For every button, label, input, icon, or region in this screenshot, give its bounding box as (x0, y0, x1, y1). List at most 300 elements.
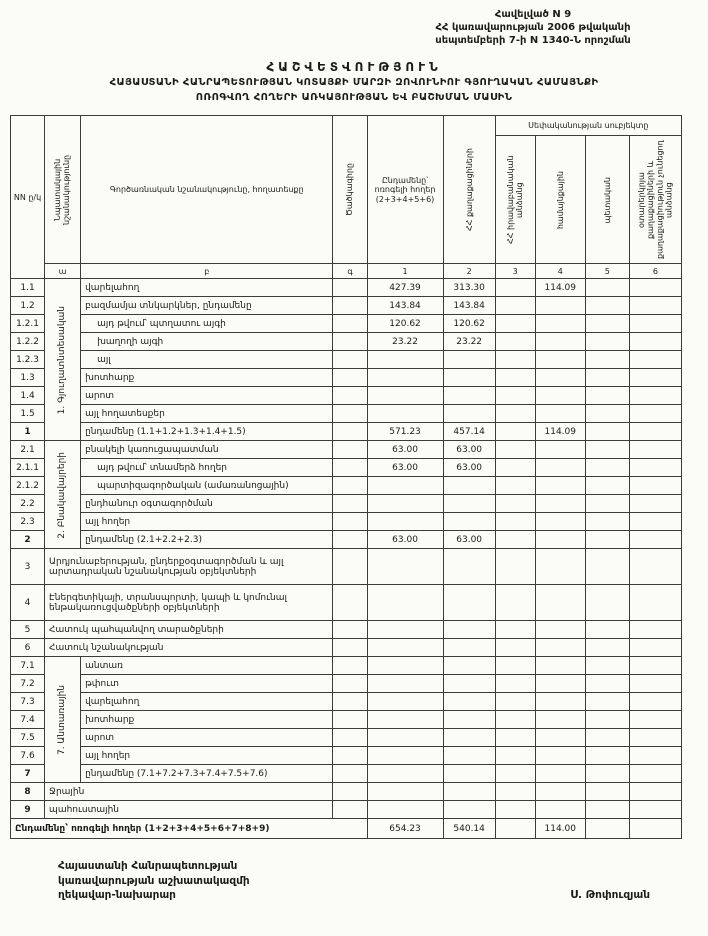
value-cell: 654.23 (367, 819, 443, 839)
value-cell: 143.84 (443, 297, 495, 315)
value-cell (629, 405, 681, 423)
appendix-line-3: սեպտեմբերի 7-ի N 1340-Ն որոշման (435, 35, 631, 46)
purpose-group-forest: 7. Անտառային (45, 657, 81, 783)
value-cell (535, 747, 585, 765)
value-cell (495, 387, 535, 405)
value-cell (535, 729, 585, 747)
value-cell (535, 549, 585, 585)
table-row (11, 531, 682, 549)
value-cell (585, 693, 629, 711)
table-row (11, 729, 682, 747)
value-cell (367, 351, 443, 369)
row-label-cell: Էներգետիկայի, տրանսպորտի, կապի և կոմունալ ենթակառուցվածքների օբյեկտների (45, 585, 333, 621)
value-cell (443, 621, 495, 639)
value-cell (629, 765, 681, 783)
table-row (11, 369, 682, 387)
value-cell (443, 495, 495, 513)
value-cell (495, 657, 535, 675)
value-cell (585, 585, 629, 621)
grand-total-label: Ընդամենը՝ ոռոգելի հողեր (1+2+3+4+5+6+7+8+9) (11, 819, 368, 839)
value-cell (535, 297, 585, 315)
code-cell (333, 405, 367, 423)
value-cell (443, 801, 495, 819)
value-cell (535, 801, 585, 819)
value-cell (535, 351, 585, 369)
value-cell: 143.84 (367, 297, 443, 315)
grand-total-row (11, 819, 682, 839)
table-row (11, 513, 682, 531)
value-cell (495, 351, 535, 369)
row-num-cell: 2.1 (11, 441, 45, 459)
header-citizens: ՀՀ քաղաքացիների (443, 116, 495, 264)
value-cell (367, 513, 443, 531)
value-cell (495, 549, 535, 585)
row-num-cell: 7.4 (11, 711, 45, 729)
value-cell (585, 765, 629, 783)
value-cell (443, 765, 495, 783)
header-legal-entities: ՀՀ իրավաբանական անձանց (495, 136, 535, 264)
code-cell (333, 333, 367, 351)
header-purpose: Նպատակային նշանակությունը (45, 116, 81, 264)
row-num-cell: 2.2 (11, 495, 45, 513)
value-cell (535, 675, 585, 693)
table-row (11, 675, 682, 693)
value-cell (629, 279, 681, 297)
value-cell (585, 333, 629, 351)
value-cell (443, 639, 495, 657)
value-cell (535, 639, 585, 657)
value-cell (585, 711, 629, 729)
value-cell (535, 315, 585, 333)
value-cell (629, 747, 681, 765)
value-cell (443, 711, 495, 729)
code-cell (333, 693, 367, 711)
row-num-cell: 7 (11, 765, 45, 783)
value-cell (443, 351, 495, 369)
value-cell (585, 657, 629, 675)
value-cell (585, 423, 629, 441)
value-cell: 63.00 (367, 459, 443, 477)
row-num-cell: 9 (11, 801, 45, 819)
value-cell (629, 549, 681, 585)
row-label-cell: այլ (81, 351, 333, 369)
code-cell (333, 657, 367, 675)
value-cell (495, 423, 535, 441)
code-cell (333, 801, 367, 819)
value-cell (495, 621, 535, 639)
value-cell (629, 819, 681, 839)
value-cell (535, 711, 585, 729)
value-cell (535, 783, 585, 801)
code-cell (333, 531, 367, 549)
value-cell (443, 369, 495, 387)
row-num-cell: 1.2.1 (11, 315, 45, 333)
value-cell (367, 405, 443, 423)
value-cell (367, 729, 443, 747)
table-row (11, 783, 682, 801)
table-row (11, 711, 682, 729)
code-cell (333, 747, 367, 765)
code-cell (333, 459, 367, 477)
column-letter: 2 (443, 264, 495, 279)
value-cell: 540.14 (443, 819, 495, 839)
signature-name: Ս. Թոփուզյան (570, 888, 650, 901)
appendix-line-2: ՀՀ կառավարության 2006 թվականի (435, 22, 631, 33)
code-cell (333, 279, 367, 297)
header-row-number: NN ը/կ (11, 116, 45, 279)
row-num-cell: 7.2 (11, 675, 45, 693)
signatory-title (58, 859, 250, 902)
value-cell (585, 531, 629, 549)
code-cell (333, 621, 367, 639)
value-cell (367, 369, 443, 387)
row-num-cell: 1.2.2 (11, 333, 45, 351)
report-subtitle-2: ՈՌՈԳՎՈՂ ՀՈՂԵՐԻ ԱՌԿԱՅՈՒԹՅԱՆ ԵՎ ԲԱՇԽՄԱՆ ՄԱՍԻՆ (195, 91, 513, 103)
value-cell (495, 765, 535, 783)
value-cell (535, 531, 585, 549)
code-cell (333, 369, 367, 387)
code-cell (333, 441, 367, 459)
value-cell (629, 711, 681, 729)
value-cell: 427.39 (367, 279, 443, 297)
table-row (11, 549, 682, 585)
value-cell (367, 765, 443, 783)
signatory-line-3: ղեկավար-նախարար (58, 888, 176, 901)
value-cell (585, 369, 629, 387)
row-label-cell: բնակելի կառուցապատման (81, 441, 333, 459)
value-cell (629, 351, 681, 369)
value-cell (367, 495, 443, 513)
table-row (11, 585, 682, 621)
row-num-cell: 8 (11, 783, 45, 801)
row-label-cell: խոտհարք (81, 369, 333, 387)
value-cell (495, 693, 535, 711)
row-label-cell: ընդամենը (1.1+1.2+1.3+1.4+1.5) (81, 423, 333, 441)
value-cell (495, 495, 535, 513)
value-cell: 571.23 (367, 423, 443, 441)
row-num-cell: 1.2.3 (11, 351, 45, 369)
value-cell (495, 441, 535, 459)
value-cell: 120.62 (443, 315, 495, 333)
value-cell (443, 405, 495, 423)
value-cell (495, 675, 535, 693)
value-cell (495, 801, 535, 819)
value-cell (585, 675, 629, 693)
row-num-cell: 2.1.2 (11, 477, 45, 495)
row-label-cell: Արդյունաբերության, ընդերքօգտագործման և այլ արտադրական նշանակության օբյեկտների (45, 549, 333, 585)
row-label-cell: այլ հողատեսքեր (81, 405, 333, 423)
table-row (11, 801, 682, 819)
row-label-cell: Հատուկ պահպանվող տարածքների (45, 621, 333, 639)
value-cell (535, 441, 585, 459)
value-cell (495, 783, 535, 801)
value-cell (443, 693, 495, 711)
value-cell: 114.00 (535, 819, 585, 839)
row-num-cell: 5 (11, 621, 45, 639)
row-num-cell: 1.4 (11, 387, 45, 405)
value-cell: 23.22 (443, 333, 495, 351)
value-cell (585, 351, 629, 369)
table-row (11, 459, 682, 477)
value-cell (585, 639, 629, 657)
value-cell (585, 819, 629, 839)
value-cell (495, 333, 535, 351)
column-letter: ա (45, 264, 81, 279)
value-cell (443, 513, 495, 531)
value-cell (535, 621, 585, 639)
code-cell (333, 297, 367, 315)
code-cell (333, 513, 367, 531)
value-cell (495, 639, 535, 657)
code-cell (333, 639, 367, 657)
value-cell: 63.00 (367, 441, 443, 459)
table-row (11, 657, 682, 675)
column-letter: բ (81, 264, 333, 279)
row-num-cell: 2.3 (11, 513, 45, 531)
value-cell (535, 405, 585, 423)
value-cell (629, 801, 681, 819)
code-cell (333, 477, 367, 495)
row-num-cell: 3 (11, 549, 45, 585)
row-num-cell: 1.5 (11, 405, 45, 423)
value-cell (367, 783, 443, 801)
value-cell (367, 585, 443, 621)
row-label-cell: արոտ (81, 387, 333, 405)
appendix-line-1: Հավելված N 9 (494, 9, 572, 20)
code-cell (333, 711, 367, 729)
column-letter: 3 (495, 264, 535, 279)
value-cell (585, 297, 629, 315)
value-cell (367, 387, 443, 405)
column-letter: 4 (535, 264, 585, 279)
value-cell: 114.09 (535, 423, 585, 441)
value-cell (495, 477, 535, 495)
code-cell (333, 675, 367, 693)
value-cell (535, 477, 585, 495)
table-row (11, 639, 682, 657)
value-cell (495, 315, 535, 333)
table-row (11, 747, 682, 765)
row-num-cell: 7.3 (11, 693, 45, 711)
report-subtitle-1: ՀԱՅԱՍՏԱՆԻ ՀԱՆՐԱՊԵՏՈՒԹՅԱՆ ԿՈՏԱՅՔԻ ՄԱՐԶԻ ԶՈՎՈՒՆԻՈՒ ԳՅՈՒՂԱԿԱՆ ՀԱՄԱՅՆՔԻ (109, 77, 599, 89)
row-label-cell: ընդհանուր օգտագործման (81, 495, 333, 513)
value-cell (585, 495, 629, 513)
value-cell (585, 783, 629, 801)
value-cell (443, 729, 495, 747)
value-cell: 313.30 (443, 279, 495, 297)
header-state: պետական (585, 136, 629, 264)
code-cell (333, 351, 367, 369)
table-row (11, 405, 682, 423)
value-cell (629, 675, 681, 693)
value-cell (535, 585, 585, 621)
code-cell (333, 729, 367, 747)
value-cell (367, 675, 443, 693)
value-cell (535, 495, 585, 513)
value-cell (629, 513, 681, 531)
value-cell (585, 441, 629, 459)
header-function: Գործառնական նշանակությունը, հողատեսքը (81, 116, 333, 264)
value-cell: 23.22 (367, 333, 443, 351)
row-label-cell: անտառ (81, 657, 333, 675)
code-cell (333, 387, 367, 405)
row-label-cell: խաղողի այգի (81, 333, 333, 351)
row-label-cell: բազմամյա տնկարկներ, ընդամենը (81, 297, 333, 315)
row-label-cell: այդ թվում՝ պտղատու այգի (81, 315, 333, 333)
value-cell (495, 459, 535, 477)
value-cell (495, 513, 535, 531)
value-cell (367, 549, 443, 585)
row-num-cell: 7.6 (11, 747, 45, 765)
value-cell (443, 387, 495, 405)
value-cell (443, 477, 495, 495)
report-title: ՀԱՇՎԵՏՎՈՒԹՅՈՒՆ (266, 60, 442, 74)
row-num-cell: 7.5 (11, 729, 45, 747)
value-cell (495, 297, 535, 315)
value-cell (495, 819, 535, 839)
header-total-irrigated: Ընդամենը՝ ոռոգելի հողեր (2+3+4+5+6) (367, 116, 443, 264)
row-num-cell: 2 (11, 531, 45, 549)
value-cell (629, 315, 681, 333)
column-letter: 1 (367, 264, 443, 279)
column-letter: գ (333, 264, 367, 279)
table-row (11, 477, 682, 495)
value-cell (629, 585, 681, 621)
value-cell (367, 747, 443, 765)
code-cell (333, 423, 367, 441)
row-num-cell: 1.1 (11, 279, 45, 297)
row-label-cell: Ջրային (45, 783, 333, 801)
header-ownership-subject: Սեփականության սուբյեկտը (495, 116, 681, 136)
table-row (11, 693, 682, 711)
purpose-group-settlements: 2. Բնակավայրերի (45, 441, 81, 549)
table-row (11, 423, 682, 441)
value-cell (535, 657, 585, 675)
row-label-cell: Հատուկ նշանակության (45, 639, 333, 657)
value-cell (535, 513, 585, 531)
value-cell (629, 621, 681, 639)
value-cell (629, 639, 681, 657)
value-cell (629, 387, 681, 405)
row-num-cell: 7.1 (11, 657, 45, 675)
value-cell: 63.00 (443, 459, 495, 477)
table-row (11, 441, 682, 459)
row-num-cell: 1.2 (11, 297, 45, 315)
value-cell (535, 387, 585, 405)
row-label-cell: այդ թվում՝ տնամերձ հողեր (81, 459, 333, 477)
value-cell (495, 369, 535, 387)
value-cell (629, 441, 681, 459)
value-cell (585, 477, 629, 495)
value-cell (585, 279, 629, 297)
value-cell (535, 693, 585, 711)
value-cell (629, 423, 681, 441)
value-cell (443, 657, 495, 675)
value-cell (367, 693, 443, 711)
value-cell (585, 513, 629, 531)
value-cell (495, 405, 535, 423)
value-cell (443, 675, 495, 693)
row-label-cell: այլ հողեր (81, 747, 333, 765)
value-cell (585, 801, 629, 819)
table-row (11, 351, 682, 369)
value-cell (495, 279, 535, 297)
value-cell (629, 657, 681, 675)
value-cell (367, 657, 443, 675)
table-row (11, 765, 682, 783)
code-cell (333, 585, 367, 621)
value-cell (443, 783, 495, 801)
row-label-cell: վարելահող (81, 279, 333, 297)
purpose-group-agricultural: 1. Գյուղատնտեսական (45, 279, 81, 441)
value-cell (367, 801, 443, 819)
value-cell (629, 729, 681, 747)
value-cell: 63.00 (443, 441, 495, 459)
row-num-cell: 4 (11, 585, 45, 621)
value-cell (443, 585, 495, 621)
table-row (11, 279, 682, 297)
signatory-line-1: Հայաստանի Հանրապետության (58, 860, 238, 873)
value-cell (585, 549, 629, 585)
value-cell (367, 711, 443, 729)
value-cell (585, 405, 629, 423)
value-cell (629, 333, 681, 351)
title-block (0, 59, 708, 105)
value-cell (629, 531, 681, 549)
land-report-table (10, 115, 682, 839)
row-label-cell: վարելահող (81, 693, 333, 711)
table-row (11, 387, 682, 405)
value-cell: 114.09 (535, 279, 585, 297)
row-label-cell: այլ հողեր (81, 513, 333, 531)
appendix-block (368, 8, 698, 47)
table-row (11, 621, 682, 639)
value-cell (585, 315, 629, 333)
row-label-cell: պարտիզագործական (ամառանոցային) (81, 477, 333, 495)
row-label-cell: ընդամենը (2.1+2.2+2.3) (81, 531, 333, 549)
value-cell (535, 333, 585, 351)
value-cell (585, 387, 629, 405)
value-cell (443, 747, 495, 765)
table-row (11, 297, 682, 315)
row-label-cell: խոտհարք (81, 711, 333, 729)
value-cell (495, 747, 535, 765)
value-cell (629, 297, 681, 315)
table-row (11, 315, 682, 333)
value-cell (629, 783, 681, 801)
row-num-cell: 1.3 (11, 369, 45, 387)
value-cell: 457.14 (443, 423, 495, 441)
row-num-cell: 1 (11, 423, 45, 441)
value-cell (535, 459, 585, 477)
value-cell (629, 459, 681, 477)
value-cell (495, 585, 535, 621)
value-cell (367, 639, 443, 657)
value-cell (495, 711, 535, 729)
code-cell (333, 495, 367, 513)
code-cell (333, 765, 367, 783)
value-cell (585, 729, 629, 747)
value-cell (367, 621, 443, 639)
value-cell (585, 747, 629, 765)
value-cell: 120.62 (367, 315, 443, 333)
signatory-line-2: կառավարության աշխատակազմի (58, 874, 250, 887)
value-cell (585, 459, 629, 477)
row-label-cell: ընդամենը (7.1+7.2+7.3+7.4+7.5+7.6) (81, 765, 333, 783)
value-cell (443, 549, 495, 585)
row-num-cell: 6 (11, 639, 45, 657)
header-community: համայնքային (535, 136, 585, 264)
